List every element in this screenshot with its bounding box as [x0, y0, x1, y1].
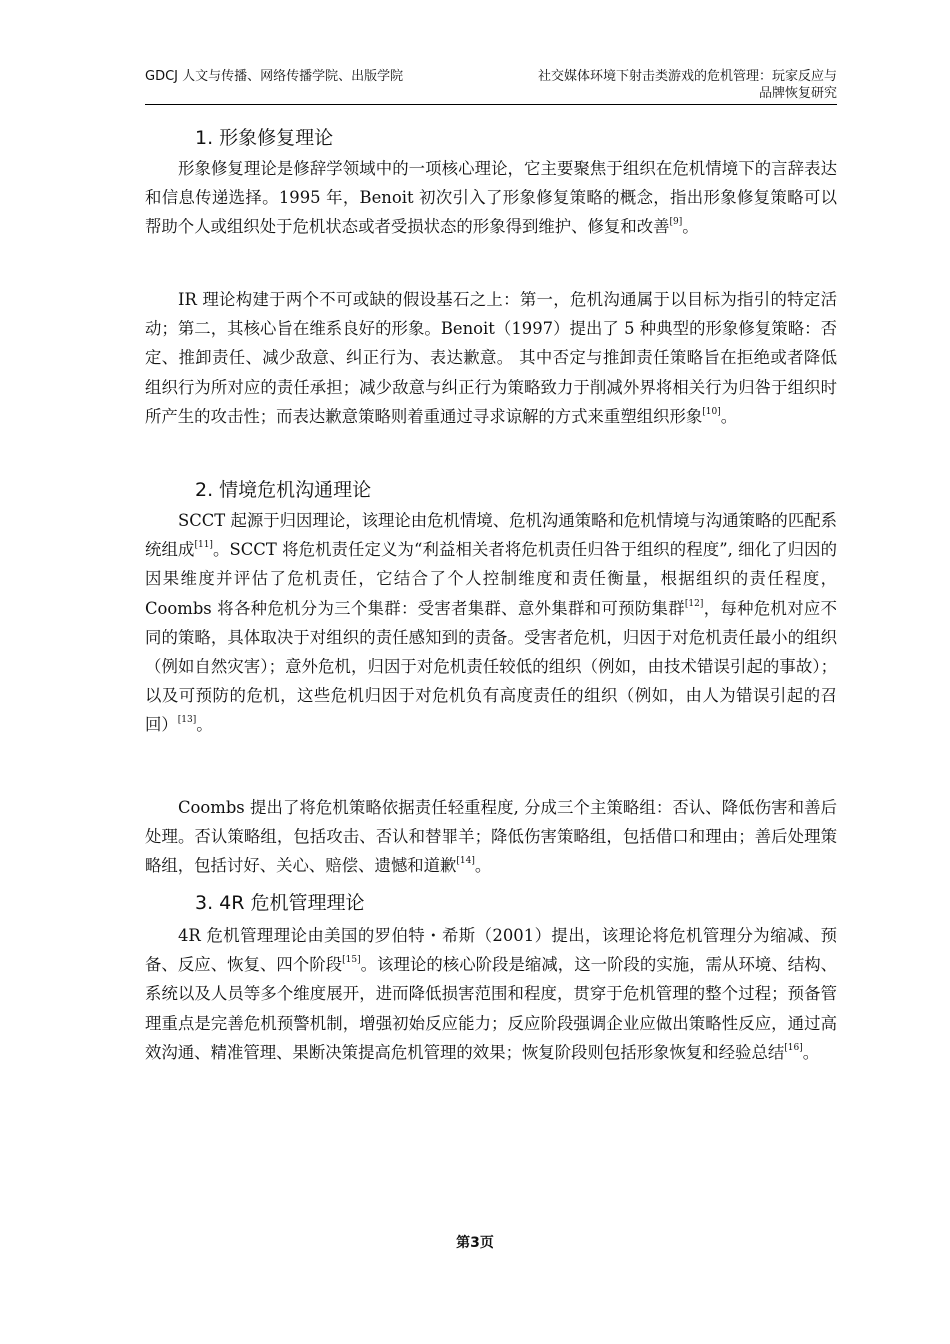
citation-13: [13]	[177, 715, 197, 726]
citation-15: [15]	[342, 955, 361, 966]
paragraph-4: Coombs 提出了将危机策略依据责任轻重程度, 分成三个主策略组：否认、降低伤害和善后处理。否认策略组，包括攻击、否认和替罪羊；降低伤害策略组，包括借口和理由；善后处理策略组，包括讨好、关心、赔偿、遗憾和道歉[14]。	[145, 798, 837, 876]
paragraph-3: SCCT 起源于归因理论，该理论由危机情境、危机沟通策略和危机情境与沟通策略的匹配系统组成[11]。SCCT 将危机责任定义为“利益相关者将危机责任归咎于组织的程度”, 细化了归因的因果维度并评估了危机责任，它结合了个人控制维度和责任衡量，根据组织的责任程度，Coombs 将各种危机分为三个集群：受害者集群、意外集群和可预防集群[12]，每种危机对应不同的策略，具体取决于对组织的责任感知到的责备。受害者危机，归因于对危机责任最小的组织（例如自然灾害）；意外危机，归因于对危机责任较低的组织（例如，由技术错误引起的事故）；以及可预防的危机，这些危机归因于对危机负有高度责任的组织（例如，由人为错误引起的召回）[13]。	[145, 511, 838, 735]
header-right-text: 社交媒体环境下射击类游戏的危机管理：玩家反应与品牌恢复研究	[537, 69, 837, 101]
citation-11: [11]	[194, 540, 213, 551]
paragraph-2: IR 理论构建于两个不可或缺的假设基石之上：第一，危机沟通属于以目标为指引的特定活动；第二，其核心旨在维系良好的形象。Benoit（1997）提出了 5 种典型的形象修复策略：否定、推卸责任、减少敌意、纠正行为、表达歉意。 其中否定与推卸责任策略旨在拒绝或者降低组织行为所对应的责任承担；减少敌意与纠正行为策略致力于削减外界将相关行为归咎于组织时所产生的攻击性；而表达歉意策略则着重通过寻求谅解的方式来重塑组织形象[10]。	[145, 290, 837, 426]
paragraph-5: 4R 危机管理理论由美国的罗伯特・希斯（2001）提出，该理论将危机管理分为缩减、预备、反应、恢复、四个阶段[15]。该理论的核心阶段是缩减，这一阶段的实施，需从环境、结构、系统以及人员等多个维度展开，进而降低损害范围和程度，贯穿于危机管理的整个过程；预备管理重点是完善危机预警机制，增强初始反应能力；反应阶段强调企业应做出策略性反应，通过高效沟通、精准管理、果断决策提高危机管理的效果；恢复阶段则包括形象恢复和经验总结[16]。	[145, 926, 838, 1062]
citation-14: [14]	[456, 856, 475, 867]
citation-10: [10]	[702, 406, 721, 417]
page-header	[145, 66, 837, 105]
paragraph-1: 形象修复理论是修辞学领域中的一项核心理论，它主要聚焦于组织在危机情境下的言辞表达和信息传递选择。1995 年，Benoit 初次引入了形象修复策略的概念，指出形象修复策略可以帮助个人或组织处于危机状态或者受损状态的形象得到维护、修复和改善[9]。	[145, 159, 837, 237]
page-number: 第3页	[456, 1235, 494, 1251]
header-left-text: GDCJ 人文与传播、网络传播学院、出版学院	[145, 69, 404, 84]
section-title-1: 1. 形象修复理论	[195, 127, 334, 149]
citation-16: [16]	[784, 1042, 803, 1053]
section-title-2: 2. 情境危机沟通理论	[195, 479, 372, 501]
section-title-3: 3. 4R 危机管理理论	[195, 892, 365, 914]
citation-9: [9]	[669, 217, 683, 228]
citation-12: [12]	[684, 598, 704, 609]
